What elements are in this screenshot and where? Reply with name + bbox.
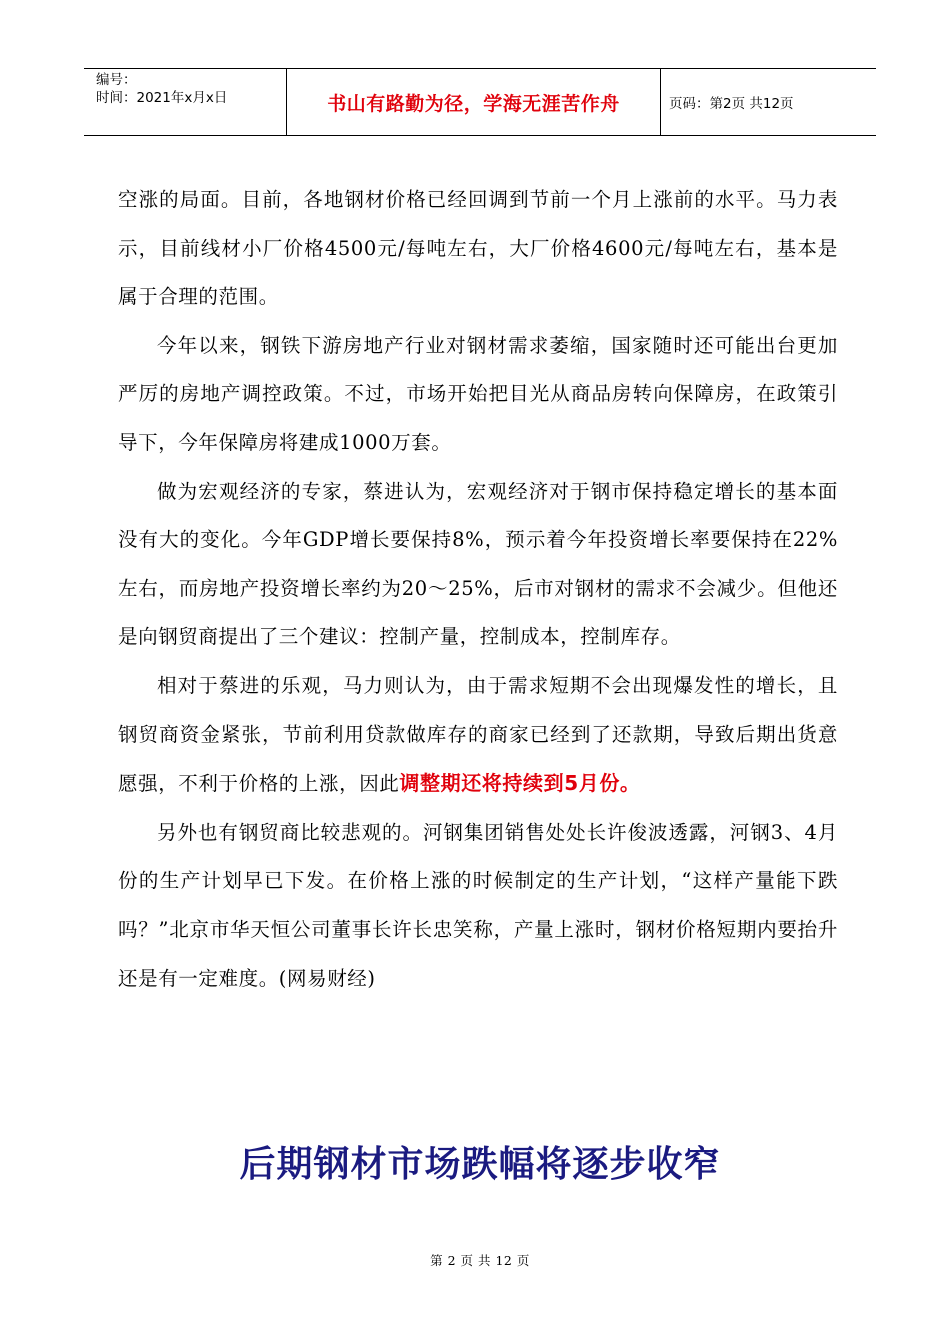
paragraph-5: 另外也有钢贸商比较悲观的。河钢集团销售处处长许俊波透露，河钢3、4月份的生产计划早已下发。在价格上涨的时候制定的生产计划，“这样产量能下跌吗？”北京市华天恒公司董事长许长忠笑称，产量上涨时，钢材价格短期内要抬升还是有一定难度。(网易财经) [118, 820, 838, 990]
paragraph-4-text: 相对于蔡进的乐观，马力则认为，由于需求短期不会出现爆发性的增长，且钢贸商资金紧张，节前利用贷款做库存的商家已经到了还款期，导致后期出货意愿强，不利于价格的上涨，因此 [118, 673, 838, 796]
page-footer: 第 2 页 共 12 页 [430, 1253, 530, 1268]
document-time: 时间：2021年x月x日 [96, 90, 228, 106]
paragraph-4 [118, 662, 838, 809]
paragraph-2: 今年以来，钢铁下游房地产行业对钢材需求萎缩，国家随时还可能出台更加严厉的房地产调控政策。不过，市场开始把目光从商品房转向保障房，在政策引导下，今年保障房将建成1000万套。 [118, 333, 838, 454]
header-meta [84, 69, 287, 135]
article-body [118, 176, 838, 1003]
header-page-info: 页码：第2页 共12页 [669, 96, 794, 112]
document-number: 编号： [96, 72, 137, 88]
paragraph-3: 做为宏观经济的专家，蔡进认为，宏观经济对于钢市保持稳定增长的基本面没有大的变化。今年GDP增长要保持8%，预示着今年投资增长率要保持在22%左右，而房地产投资增长率约为20～25%，后市对钢材的需求不会减少。但他还是向钢贸商提出了三个建议：控制产量，控制成本，控制库存。 [118, 479, 838, 649]
page-header [84, 68, 876, 136]
paragraph-1: 空涨的局面。目前，各地钢材价格已经回调到节前一个月上涨前的水平。马力表示，目前线材小厂价格4500元/每吨左右，大厂价格4600元/每吨左右，基本是属于合理的范围。 [118, 188, 838, 309]
header-motto: 书山有路勤为径，学海无涯苦作舟 [287, 69, 661, 135]
highlighted-conclusion: 调整期还将持续到5月份。 [399, 771, 641, 796]
section-title: 后期钢材市场跌幅将逐步收窄 [239, 1144, 721, 1185]
